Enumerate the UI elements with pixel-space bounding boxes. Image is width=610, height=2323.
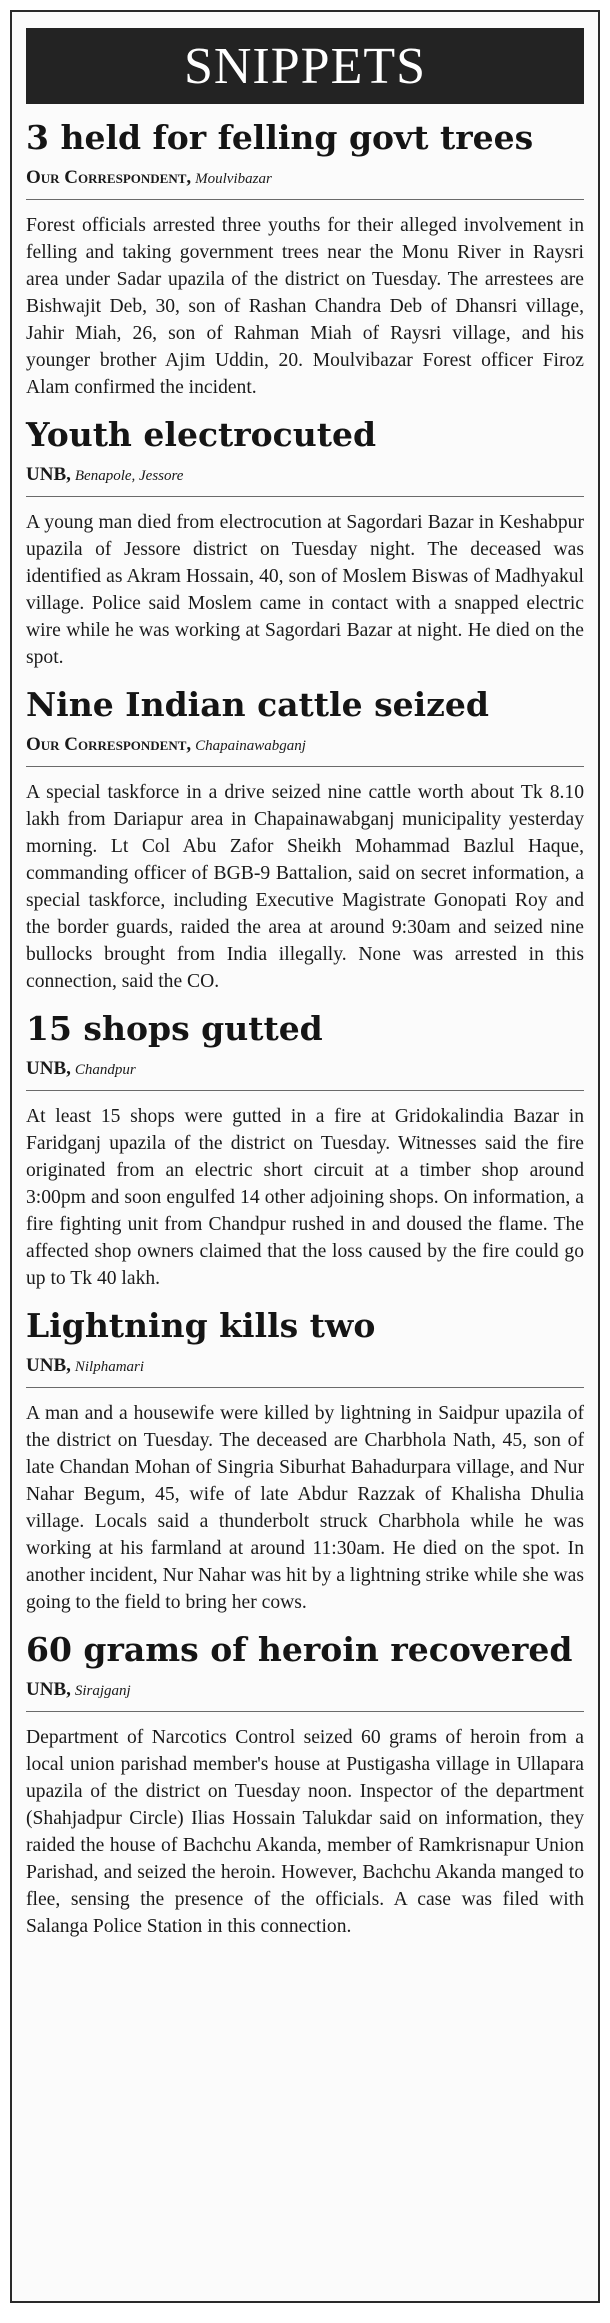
byline-source: Our Correspondent, <box>26 167 192 188</box>
snippet-byline <box>26 465 584 486</box>
snippet-headline: 3 held for felling govt trees <box>26 118 534 157</box>
byline-divider <box>26 1711 584 1712</box>
snippet-headline: Youth electrocuted <box>26 415 377 454</box>
snippet-byline <box>26 168 584 189</box>
snippet-body: A young man died from electrocution at Sagordari Bazar in Keshabpur upazila of Jessore district on Tuesday night. The deceased was identified as Akram Hossain, 40, son of Moslem Biswas of Madhyakul village. Police said Moslem came in contact with a snapped electric wire while he was working at Sagordari Bazar at night. He died on the spot. <box>26 512 584 668</box>
byline-source: UNB, <box>26 1679 71 1700</box>
snippet-body: A man and a housewife were killed by lightning in Saidpur upazila of the district on Tuesday. The deceased are Charbhola Nath, 45, son of late Chandan Mohan of Singria Siburhat Bahadurpara village, and Nur Nahar Begum, 45, wife of late Abdur Razzak of Khalisha Dhulia village. Locals said a thunderbolt struck Charbhola while he was working at his farmland at around 11:30am. He died on the spot. In another incident, Nur Nahar was hit by a lightning strike while she was going to the field to bring her cows. <box>26 1403 584 1613</box>
byline-source: UNB, <box>26 1058 71 1079</box>
byline-divider <box>26 1090 584 1091</box>
snippet-byline <box>26 1356 584 1377</box>
byline-location: Benapole, Jessore <box>74 468 184 484</box>
snippet-headline: Lightning kills two <box>26 1306 376 1345</box>
newspaper-column <box>10 10 600 2303</box>
news-snippet <box>26 995 584 1292</box>
byline-location: Sirajganj <box>74 1683 131 1699</box>
snippet-byline <box>26 735 584 756</box>
news-snippet <box>26 1292 584 1616</box>
snippet-headline: 15 shops gutted <box>26 1009 323 1048</box>
byline-divider <box>26 496 584 497</box>
snippet-headline: 60 grams of heroin recovered <box>26 1630 573 1669</box>
byline-source: UNB, <box>26 1355 71 1376</box>
news-snippet <box>26 104 584 401</box>
byline-divider <box>26 766 584 767</box>
byline-divider <box>26 199 584 200</box>
byline-location: Nilphamari <box>74 1359 145 1375</box>
news-snippet <box>26 671 584 995</box>
snippet-body: Forest officials arrested three youths for their alleged involvement in felling and taking government trees near the Monu River in Raysri area under Sadar upazila of the district on Tuesday. The arrestees are Bishwajit Deb, 30, son of Rashan Chandra Deb of Dhansri village, Jahir Miah, 26, son of Rahman Miah of Raysri village, and his younger brother Ajim Uddin, 20. Moulvibazar Forest officer Firoz Alam confirmed the incident. <box>26 215 584 398</box>
section-masthead: SNIPPETS <box>26 28 584 104</box>
snippet-byline <box>26 1059 584 1080</box>
byline-divider <box>26 1387 584 1388</box>
snippet-body: A special taskforce in a drive seized nine cattle worth about Tk 8.10 lakh from Dariapur area in Chapainawabganj municipality yesterday morning. Lt Col Abu Zafor Sheikh Mohammad Bazlul Haque, commanding officer of BGB-9 Battalion, said on secret information, a special taskforce, including Executive Magistrate Gonopati Roy and the border guards, raided the area at around 9:30am and seized nine bullocks brought from India illegally. None was arrested in this connection, said the CO. <box>26 782 584 992</box>
snippet-headline: Nine Indian cattle seized <box>26 685 489 724</box>
snippet-body: Department of Narcotics Control seized 60 grams of heroin from a local union parishad member's house at Pustigasha village in Ullapara upazila of the district on Tuesday noon. Inspector of the department (Shahjadpur Circle) Ilias Hossain Talukdar said on information, they raided the house of Bachchu Akanda, member of Ramkrisnapur Union Parishad, and seized the heroin. However, Bachchu Akanda manged to flee, sensing the presence of the officials. A case was filed with Salanga Police Station in this connection. <box>26 1727 584 1937</box>
snippet-byline <box>26 1680 584 1701</box>
byline-location: Chapainawabganj <box>195 738 306 754</box>
news-snippet <box>26 1616 584 1940</box>
snippet-body: At least 15 shops were gutted in a fire at Gridokalindia Bazar in Faridganj upazila of the district on Tuesday. Witnesses said the fire originated from an electric short circuit at a timber shop around 3:00pm and soon engulfed 14 other adjoining shops. On information, a fire fighting unit from Chandpur rushed in and doused the flame. The affected shop owners claimed that the loss caused by the fire could go up to Tk 40 lakh. <box>26 1106 584 1289</box>
byline-source: Our Correspondent, <box>26 734 192 755</box>
news-snippet <box>26 401 584 671</box>
byline-location: Chandpur <box>74 1062 136 1078</box>
byline-location: Moulvibazar <box>195 171 272 187</box>
byline-source: UNB, <box>26 464 71 485</box>
